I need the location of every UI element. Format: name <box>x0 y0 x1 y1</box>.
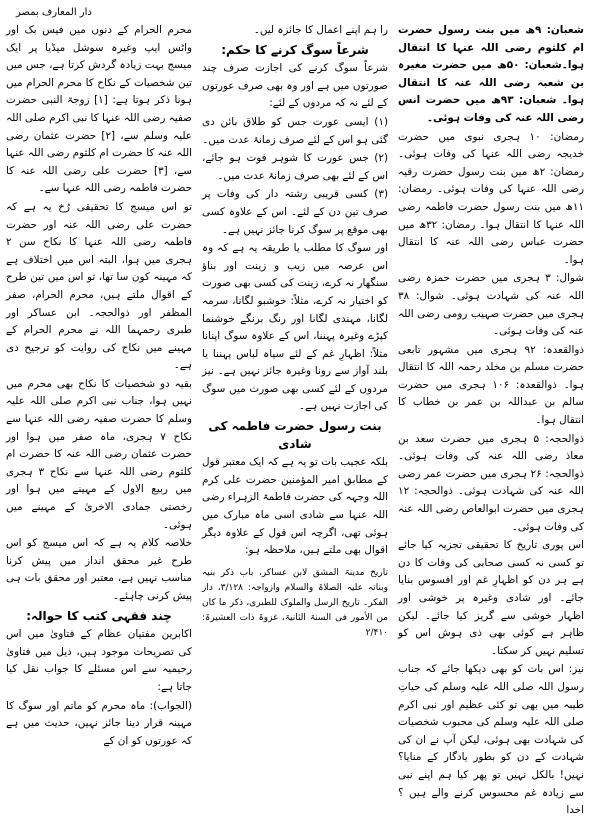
left-paragraphs <box>6 22 192 606</box>
mourning-paragraphs <box>202 60 388 416</box>
paragraph: بقیہ دو شخصیات کا نکاح بھی محرم میں نہیں ہوا، جناب نبی اکرم صلی اللہ علیہ وسلم کا حضرت صفیہ رضی اللہ عنہا سے نکاح ۷ ہجری، ماہ صفر میں ہوا اور حضرت عثمان رضی اللہ عنہ کا حضرت ام کلثوم رضی اللہ عنہا سے نکاح ۳ ہجری میں ربیع الاول کے مہینے میں ہوا اور رخصتی جمادی الاخریٰ کے مہینے میں ہوئی۔ <box>6 377 193 531</box>
left-column <box>6 22 193 747</box>
paragraph: محرم الحرام کے دنوں میں فیس بک اور واٹس ایپ وغیرہ سوشل میڈیا پر ایک میسج بہت زیادہ گردش کرتا ہے، جس میں تین شخصیات کے نکاح کا محرم الحرام میں ہونا ذکر ہوتا ہے: [۱] زوجۃ النبی حضرت صفیہ رضی اللہ عنہا کا نبی اکرم صلی اللہ علیہ وسلم سے، [۲] حضرت عثمان رضی اللہ عنہ کا حضرت ام کلثوم رضی اللہ عنہا سے، [۳] حضرت علی رضی اللہ عنہ کا حضرت فاطمہ رضی اللہ عنہا سے۔ <box>6 24 192 195</box>
page-header: دار المعارف بمصر <box>16 7 92 18</box>
paragraph: اس پوری تاریخ کا تحقیقی تجزیہ کیا جائے تو کسی نہ کسی صحابی کی وفات کا دن ہے ہر دن کو اظہارِ غم اور افسوس بنایا جائے۔ اور شادی وغیرہ پر خوشی اور اظہار خوشی سے گریز کیا جائے۔ لیکن ظاہر ہے کوئی بھی ذی ہوش اس کو تسلیم نہیں کر سکتا۔ <box>398 539 584 657</box>
paragraph: ذوالحجہ: ۵ ہجری میں حضرت سعد بن معاذ رضی اللہ عنہ کی وفات ہوئی۔ ذوالحجہ: ۲۶ ہجری میں حضرت عمر رضی اللہ عنہ کی شہادت ہوئی۔ ذوالحجہ: ۱۲ ہجری میں حضرت ابوالعاص رضی اللہ عنہ کی وفات ہوئی۔ <box>398 432 584 533</box>
section-heading-fiqh: چند فقہی کتب کا حوالہ: <box>26 608 172 623</box>
paragraph: (۱) ایسی عورت جس کو طلاق بائن دی گئی ہو اس کے لئے صرف زمانۂ عدت میں۔ <box>202 115 388 146</box>
paragraph: اور سوگ کا مطلب یا طریقہ یہ ہے کہ وہ اس عرصہ میں زیب و زینت اور بناؤ سنگھار نہ کرے، زینت کی کسی بھی صورت کو اختیار نہ کرے، مثلاً: خوشبو لگانا، سرمہ لگانا، مہندی لگانا اور رنگ برنگے خوشنما کپڑے وغیرہ پہننا، اس کے علاوہ سوگ اپنانا مثلاً: اظہارِ غم کے لئے سیاہ لباس پہننا یا بلند آواز سے رونا وغیرہ جائز نہیں ہے۔ نیز مردوں کے لئے کسی بھی صورت میں سوگ کی اجازت نہیں ہے۔ <box>202 242 388 413</box>
paragraph: شعبان: ۹ھ میں بنت رسول حضرت ام کلثوم رضی اللہ عنہا کا انتقال ہوا۔شعبان: ۵۰ھ میں حضرت مغیرہ بن شعبہ رضی اللہ عنہ کا انتقال ہوا۔ شعبان: ۹۳ھ میں حضرت انس رضی اللہ عنہ کی وفات ہوئی۔ <box>398 24 585 124</box>
reference-note: تاریخ مدینۃ المشق لابن عساکر، باب ذکر بنیہ وبناتہ علیہ الصلاۃ والسلام وازواجہ: ۳/۱۲۸، دار الفکر۔ تاریخ الرسل والملوک للطبری، ذکر ما کان من الأمور فی السنۃ الثانیۃ، غزوۃ ذات العشیرۃ: ۲/۴۱۰ <box>202 567 388 638</box>
paragraph: اکابرین مفتیان عظام کے فتاویٰ میں اس کی تصریحات موجود ہیں، ذیل میں فتاویٰ رحیمیہ سے اس مسئلے کا جواب نقل کیا جاتا ہے: <box>6 628 192 693</box>
paragraph: شوال: ۳ ہجری میں حضرت حمزہ رضی اللہ عنہ کی شہادت ہوئی۔ شوال: ۳۸ ہجری میں حضرت صہیب رومی رضی اللہ عنہ کی وفات ہوئی۔ <box>398 272 584 338</box>
section-heading-mourning: شرعاً سوگ کرنے کا حکم: <box>221 42 369 57</box>
fiqh-paragraphs <box>6 626 192 750</box>
right-column <box>398 22 585 817</box>
paragraph: (۲) جس عورت کا شوہر فوت ہو جائے، اس کے لئے بھی صرف زمانۂ عدت میں۔ <box>202 152 388 182</box>
intro-line: را ہم اپنے اعمال کا جائزہ لیں۔ <box>253 24 388 36</box>
paragraph: بلکہ عجیب بات تو یہ ہے کہ ایک معتبر قول کے مطابق امیر المؤمنین حضرت علی کرم اللہ وجہہ کی حضرت فاطمۃ الزہراء رضی اللہ عنہا سے شادی اسی ماہ مبارک میں ہوئی تھی، اگرچہ اس قول کے علاوہ دیگر اقوال بھی ملتے ہیں، ملاحظہ ہو: <box>202 456 388 557</box>
marriage-paragraphs <box>202 454 388 560</box>
text-columns <box>6 22 585 817</box>
paragraph: (الجواب): ماہ محرم کو ماتم اور سوگ کا مہینہ قرار دینا جائز نہیں، حدیث میں ہے کہ عورتوں کو ان کے <box>6 699 192 747</box>
paragraph: تو اس میسج کا تحقیقی رُخ یہ ہے کہ حضرت علی رضی اللہ عنہ اور حضرت فاطمہ رضی اللہ عنہا کا نکاح سن ۲ ہجری میں ہوا، البتہ اس میں اختلاف ہے کہ مہینہ کون سا تھا، تو اس میں تین طرح کے اقوال ملتے ہیں، محرم الحرام، صفر المظفر اور ذوالحجہ۔ ابن عساکر اور طبری رحمہما اللہ نے محرم الحرام کے مہینے میں نکاح کی روایت کو ترجیح دی ہے۔ <box>6 200 192 372</box>
paragraph: (۳) کسی قریبی رشتہ دار کی وفات پر صرف تین دن کے لئے۔ اس کے علاوہ کسی بھی موقع پر سوگ کرنا جائز نہیں ہے۔ <box>202 188 388 236</box>
paragraph: شرعاً سوگ کرنے کی اجازت صرف چند صورتوں میں ہے اور وہ بھی صرف عورتوں کے لئے نہ کہ مردوں کے لئے: <box>202 62 388 110</box>
paragraph: ذوالقعدہ: ۹۲ ہجری میں مشہور تابعی حضرت مسلم بن مخلد رحمہ اللہ کا انتقال ہوا۔ ذوالقعدہ: ۱۰۶ ہجری میں حضرت سالم بن عبداللہ بن عمر بن خطاب کا انتقال ہوا۔ <box>398 343 585 427</box>
paragraph: رمضان: ۱۰ ہجری نبوی میں حضرت خدیجہ رضی اللہ عنہا کی وفات ہوئی۔ رمضان: ۲ھ میں بنت رسول حضرت رقیہ رضی اللہ عنہا کی وفات ہوئی۔ رمضان: ۱۱ھ میں بنت رسول حضرت فاطمہ رضی اللہ عنہا کا انتقال ہوا۔ رمضان: ۳۲ھ میں حضرت عباس رضی اللہ عنہ کا انتقال ہوا۔ <box>398 130 584 266</box>
paragraph: نیز: اس بات کو بھی دیکھا جائے کہ جناب رسول اللہ صلی اللہ علیہ وسلم کی حیاتِ طیبہ میں بھی تو کئی عظیم اور نبی اکرم صلی اللہ علیہ وسلم کی محبوب شخصیات کی شہادت بھی ہوئی، لیکن آپ نے ان کی شہادت کے دن کو بطور یادگار کے منایا؟ نہیں! بالکل نہیں تو پھر کیا ہم اپنے نبی سے زیادہ غم محسوس کرنے والے ہیں ؟ اخدا <box>398 663 584 817</box>
section-heading-marriage: بنت رسول حضرت فاطمہ کی شادی <box>208 419 382 451</box>
middle-column <box>202 22 388 740</box>
paragraph: خلاصہ کلام یہ ہے کہ اس میسج کو اس طرح غیر محقق انداز میں پیش کرنا مناسب نہیں ہے، معتبر اور محقق بات ہی پیش کرنی چاہئے۔ <box>6 537 192 602</box>
